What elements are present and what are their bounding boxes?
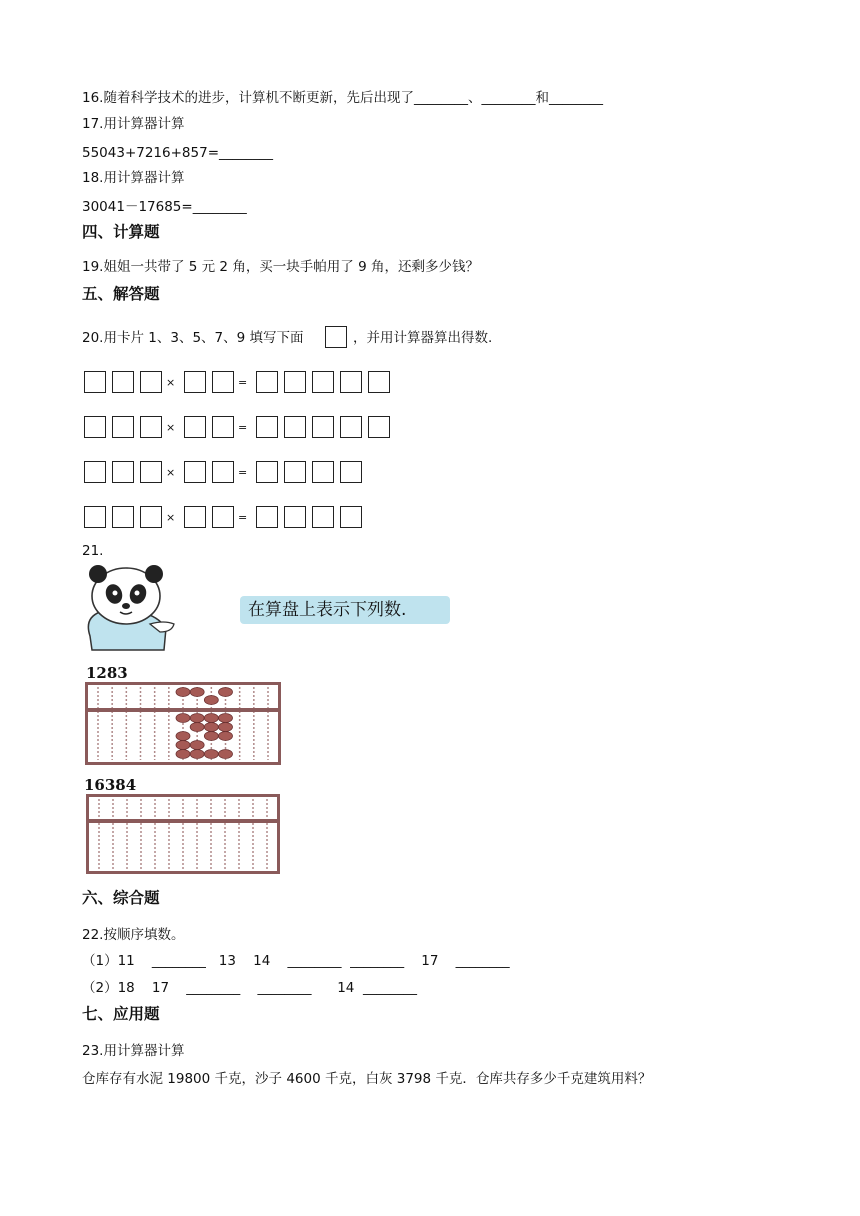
answer-box — [284, 371, 306, 393]
answer-box — [312, 416, 334, 438]
answer-box — [112, 416, 134, 438]
answer-box — [284, 506, 306, 528]
speech-bubble-text: 在算盘上表示下列数. — [248, 600, 407, 620]
answer-box — [84, 371, 106, 393]
answer-box — [140, 506, 162, 528]
panda-icon — [88, 565, 174, 650]
abacus-2 — [86, 794, 280, 874]
abacus-bead — [176, 732, 190, 741]
abacus-bead — [219, 732, 233, 741]
abacus-beam — [88, 708, 278, 712]
question-17-title: 17.用计算器计算 — [82, 116, 185, 132]
abacus-bead — [219, 688, 233, 697]
abacus-2-rods — [89, 797, 277, 871]
question-19: 19.姐姐一共带了 5 元 2 角，买一块手帕用了 9 角，还剩多少钱？ — [82, 259, 479, 275]
equals-sign: = — [238, 511, 248, 524]
abacus-bead — [219, 750, 233, 759]
answer-box — [184, 416, 206, 438]
abacus-bead — [176, 741, 190, 750]
answer-box — [140, 461, 162, 483]
answer-box — [256, 461, 278, 483]
answer-box — [212, 506, 234, 528]
abacus-bead — [190, 741, 204, 750]
answer-box — [184, 371, 206, 393]
equals-sign: = — [238, 466, 248, 479]
answer-box — [184, 461, 206, 483]
times-sign: × — [166, 466, 176, 479]
abacus-2-label: 16384 — [84, 776, 137, 794]
answer-box — [256, 416, 278, 438]
abacus-bead — [204, 714, 218, 723]
abacus-bead — [204, 723, 218, 732]
answer-box — [312, 506, 334, 528]
question-18-title: 18.用计算器计算 — [82, 170, 185, 186]
question-20-text-after: ，并用计算器算出得数. — [353, 330, 493, 346]
answer-box — [212, 371, 234, 393]
answer-box — [212, 416, 234, 438]
question-22-row-1: （1）11 ________ 13 14 ________ ________ 17 ________ — [82, 953, 510, 969]
panda-speech-illustration — [80, 566, 407, 654]
question-21-number: 21. — [82, 543, 104, 559]
answer-box — [84, 416, 106, 438]
abacus-1-rods — [88, 685, 278, 762]
answer-box — [140, 371, 162, 393]
abacus-beam — [89, 819, 277, 823]
abacus-bead — [190, 723, 204, 732]
abacus-bead — [176, 688, 190, 697]
times-sign: × — [166, 376, 176, 389]
equals-sign: = — [238, 421, 248, 434]
section-7-heading: 七、应用题 — [82, 1005, 160, 1023]
abacus-bead — [204, 732, 218, 741]
abacus-bead — [204, 696, 218, 705]
abacus-bead — [176, 750, 190, 759]
section-4-heading: 四、计算题 — [82, 223, 160, 241]
equals-sign: = — [238, 376, 248, 389]
section-5-heading: 五、解答题 — [82, 285, 160, 303]
answer-box — [368, 416, 390, 438]
answer-box — [212, 461, 234, 483]
answer-box — [140, 416, 162, 438]
abacus-bead — [176, 714, 190, 723]
answer-box — [340, 371, 362, 393]
question-16: 16.随着科学技术的进步，计算机不断更新，先后出现了________、________和________ — [82, 90, 603, 106]
answer-box — [112, 461, 134, 483]
answer-box — [284, 416, 306, 438]
abacus-bead — [190, 750, 204, 759]
abacus-bead — [204, 750, 218, 759]
answer-box — [312, 461, 334, 483]
question-23-text: 仓库存有水泥 19800 千克，沙子 4600 千克，白灰 3798 千克．仓库共存多少千克建筑用料？ — [82, 1071, 652, 1087]
answer-box — [340, 461, 362, 483]
abacus-bead — [190, 714, 204, 723]
answer-box — [284, 461, 306, 483]
times-sign: × — [166, 421, 176, 434]
answer-box — [84, 461, 106, 483]
answer-box — [312, 371, 334, 393]
answer-box-example — [325, 326, 347, 348]
question-17-expression: 55043+7216+857=________ — [82, 145, 274, 161]
answer-box — [340, 506, 362, 528]
answer-box — [256, 506, 278, 528]
question-20-text-before: 20.用卡片 1、3、5、7、9 填写下面 — [82, 330, 304, 346]
answer-box — [112, 371, 134, 393]
answer-box — [340, 416, 362, 438]
question-18-expression: 30041－17685=________ — [82, 199, 247, 215]
answer-box — [112, 506, 134, 528]
answer-box — [184, 506, 206, 528]
abacus-1-label: 1283 — [86, 664, 128, 682]
abacus-bead — [219, 714, 233, 723]
question-22-row-2: （2）18 17 ________ ________ 14 ________ — [82, 980, 417, 996]
answer-box — [84, 506, 106, 528]
abacus-bead — [190, 688, 204, 697]
question-22-title: 22.按顺序填数。 — [82, 927, 185, 943]
times-sign: × — [166, 511, 176, 524]
abacus-1 — [85, 682, 281, 765]
answer-box — [368, 371, 390, 393]
abacus-bead — [219, 723, 233, 732]
section-6-heading: 六、综合题 — [82, 889, 160, 907]
answer-box — [256, 371, 278, 393]
question-23-title: 23.用计算器计算 — [82, 1043, 185, 1059]
